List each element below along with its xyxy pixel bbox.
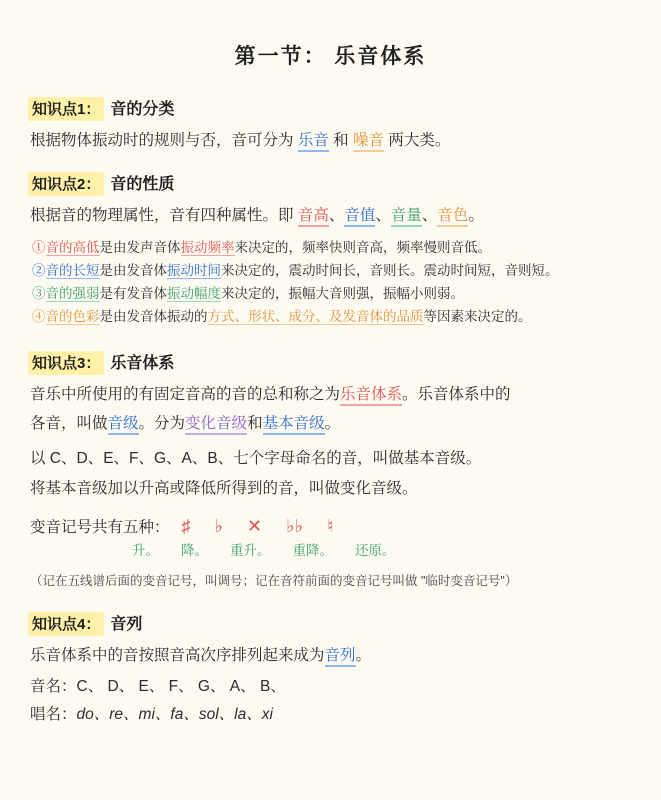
kp2-item-1-num: ① — [32, 240, 46, 256]
kp2-sep-1: 、 — [328, 206, 345, 224]
kp2-sep-2: 、 — [375, 206, 391, 224]
kp2-attr-timbre: 音色 — [437, 207, 468, 227]
spacer-3 — [28, 334, 633, 350]
knowledge-point-1-tag: 知识点1： — [28, 97, 104, 121]
mark-sharp-icon: ♯ — [181, 515, 191, 536]
knowledge-point-3-tag: 知识点3： — [28, 351, 104, 375]
kp3-p1-end: 。 — [324, 415, 341, 433]
kp2-item-3-lead: 音的强弱 — [45, 286, 100, 302]
kp4-solfege-names-row — [30, 701, 633, 729]
kp3-paragraph-1-line-1 — [30, 382, 633, 409]
kp2-item-4-rest: 等因素来决定的。 — [423, 308, 532, 324]
kp1-text-mid: 和 — [333, 132, 349, 149]
kp2-sep-3: 、 — [421, 206, 438, 224]
knowledge-point-2-tag: 知识点2： — [28, 172, 104, 196]
knowledge-point-3-title: 乐音体系 — [110, 354, 175, 372]
kp4-pitch-names-value: C、 D、 E、 F、 G、 A、 B、 — [76, 678, 286, 696]
kp2-item-4-num: ④ — [32, 308, 46, 324]
knowledge-point-4-header — [28, 611, 633, 636]
section-knowledge-point-2 — [28, 171, 633, 328]
kp1-text-pre: 根据物体振动时的规则与否，音可分为 — [30, 132, 294, 149]
kp2-item-4-emphasis: 方式、形状、成分、及发音体的品质 — [207, 308, 424, 324]
kp3-p1-pre: 音乐中所使用的有固定音高的音的总和称之为 — [30, 385, 341, 403]
section-knowledge-point-4 — [28, 611, 633, 728]
knowledge-point-4-tag: 知识点4： — [28, 612, 104, 636]
mark-natural-icon: ♮ — [327, 515, 334, 536]
section-knowledge-point-3 — [28, 350, 633, 590]
knowledge-point-4-title: 音列 — [110, 616, 143, 634]
knowledge-point-1-header — [28, 96, 633, 121]
mark-name-flat: 降。 — [181, 543, 208, 559]
kp2-attr-duration: 音值 — [344, 207, 375, 227]
kp2-item-1 — [32, 237, 633, 259]
kp3-term-bianhua-yinji: 变化音级 — [185, 415, 247, 435]
knowledge-point-1-title: 音的分类 — [110, 101, 175, 118]
kp2-item-3 — [32, 283, 633, 305]
kp4-pitch-names-row — [30, 673, 633, 701]
mark-name-natural: 还原。 — [355, 543, 396, 559]
kp1-text-post: 两大类。 — [388, 132, 451, 149]
knowledge-point-3-header — [28, 350, 633, 375]
kp4-p1-end: 。 — [355, 647, 372, 665]
kp3-p1-mid2: 。分为 — [138, 415, 186, 433]
kp2-item-3-num: ③ — [32, 286, 46, 302]
kp3-paragraph-2-line-2: 将基本音级加以升高或降低所得到的音，叫做变化音级。 — [30, 479, 418, 497]
kp4-pitch-names-label: 音名： — [30, 678, 77, 696]
kp2-text-pre: 根据音的物理属性，音有四种属性。即 — [30, 206, 294, 224]
kp2-item-1-lead: 音的高低 — [45, 240, 100, 256]
section-knowledge-point-1 — [28, 96, 633, 155]
kp3-paragraph-2-line-1: 以 C、D、E、F、G、A、B、七个字母命名的音，叫做基本音级。 — [30, 450, 482, 468]
kp2-item-3-rest: 振幅大音则强，振幅小则弱。 — [288, 286, 464, 302]
spacer-7 — [28, 595, 633, 611]
kp2-text-post: 。 — [468, 206, 484, 224]
kp2-item-2-emphasis: 振动时间 — [167, 263, 221, 279]
kp2-item-2-lead: 音的长短 — [45, 263, 100, 279]
kp2-item-1-mid1: 是由发声音体 — [99, 240, 181, 256]
knowledge-point-2-body — [30, 203, 633, 230]
knowledge-point-2-header — [28, 171, 633, 196]
kp2-item-1-mid2: 来决定的， — [234, 240, 302, 256]
kp3-p1-and: 和 — [247, 415, 263, 433]
accidental-marks-names — [132, 539, 633, 559]
spacer-1 — [28, 161, 633, 171]
kp2-attr-volume: 音量 — [391, 207, 422, 227]
kp3-p1-mid: 。乐音体系中的 — [402, 385, 511, 403]
kp2-item-1-emphasis: 振动频率 — [180, 240, 235, 256]
accidental-marks-symbols — [182, 516, 334, 537]
kp1-term-yueyin: 乐音 — [298, 132, 329, 152]
kp2-item-1-rest: 频率快则音高，频率慢则音低。 — [302, 240, 491, 256]
kp2-item-4-mid1: 是由发音体振动的 — [99, 308, 208, 324]
kp4-p1-pre: 乐音体系中的音按照音高次序排列起来成为 — [30, 647, 325, 665]
kp2-item-2-mid2: 来决定的， — [221, 263, 289, 279]
kp2-attr-pitch: 音高 — [298, 207, 329, 227]
kp3-p1-cont: 各音，叫做 — [30, 415, 108, 433]
spacer-5 — [28, 505, 633, 515]
mark-double-flat-icon: ♭♭ — [286, 515, 304, 536]
kp1-term-zaoyin: 噪音 — [353, 132, 384, 152]
kp2-item-3-mid2: 来决定的， — [221, 286, 289, 302]
knowledge-point-2-title: 音的性质 — [110, 175, 175, 193]
kp3-term-yinji: 音级 — [108, 415, 139, 435]
kp2-item-4 — [32, 306, 633, 328]
spacer-6 — [28, 559, 633, 569]
accidental-marks-label: 变音记号共有五种： — [30, 519, 170, 537]
knowledge-point-1-body — [30, 128, 633, 155]
kp2-item-2-mid1: 是由发音体 — [99, 263, 167, 279]
kp2-item-3-mid1: 是有发音体 — [99, 286, 167, 302]
kp4-solfege-label: 唱名： — [30, 705, 77, 723]
kp3-footnote: （记在五线谱后面的变音记号，叫调号；记在音符前面的变音记号叫做 "临时变音记号"） — [30, 574, 518, 589]
mark-name-double-sharp: 重升。 — [230, 543, 271, 559]
kp2-item-2-rest: 震动时间长，音则长。震动时间短，音则短。 — [288, 263, 559, 279]
kp2-item-4-lead: 音的色彩 — [45, 308, 100, 324]
mark-double-sharp-icon: ✕ — [247, 515, 263, 536]
kp3-term-jiben-yinji: 基本音级 — [263, 415, 325, 435]
mark-flat-icon: ♭ — [214, 515, 224, 536]
kp3-paragraph-1-line-2 — [30, 411, 633, 438]
mark-name-double-flat: 重降。 — [292, 543, 333, 559]
kp2-item-3-emphasis: 振动幅度 — [167, 286, 221, 302]
mark-name-sharp: 升。 — [132, 543, 159, 559]
kp4-paragraph-1 — [30, 643, 633, 670]
kp4-term-yinlie: 音列 — [325, 647, 356, 667]
kp2-item-2 — [32, 260, 633, 282]
accidental-marks-row — [30, 515, 633, 537]
kp2-item-2-num: ② — [32, 263, 46, 279]
page-title: 第一节： 乐音体系 — [234, 45, 427, 68]
kp3-term-yueyin-system: 乐音体系 — [340, 386, 402, 406]
kp4-solfege-value: do、re、mi、fa、sol、la、xi — [76, 705, 273, 723]
